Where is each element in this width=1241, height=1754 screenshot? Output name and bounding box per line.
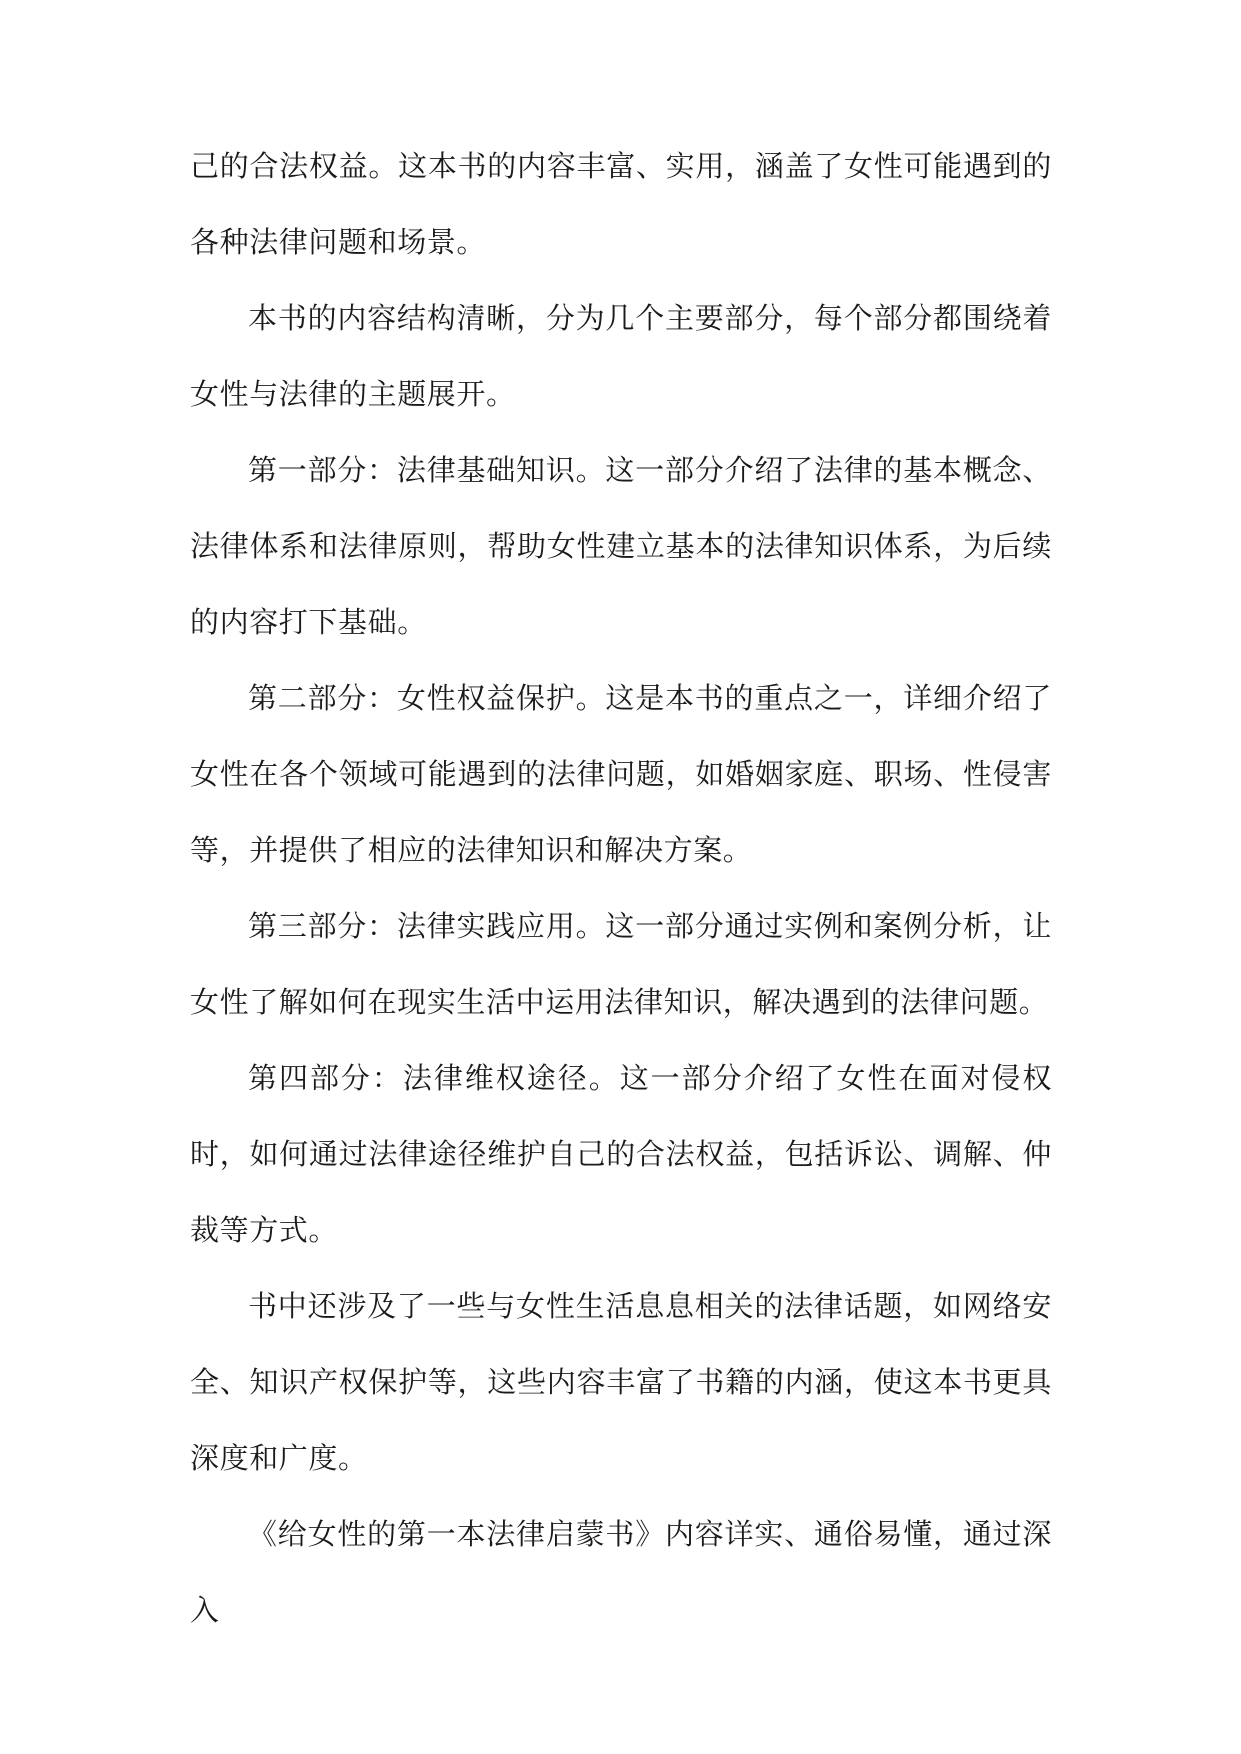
paragraph-structure-intro: 本书的内容结构清晰，分为几个主要部分，每个部分都围绕着女性与法律的主题展开。 bbox=[190, 301, 1052, 411]
paragraph-part-one: 第一部分：法律基础知识。这一部分介绍了法律的基本概念、法律体系和法律原则，帮助女性建立基本的法律知识体系，为后续的内容打下基础。 bbox=[190, 453, 1052, 639]
paragraph-part-three: 第三部分：法律实践应用。这一部分通过实例和案例分析，让女性了解如何在现实生活中运用法律知识，解决遇到的法律问题。 bbox=[190, 909, 1052, 1019]
paragraph-continuation: 己的合法权益。这本书的内容丰富、实用，涵盖了女性可能遇到的各种法律问题和场景。 bbox=[190, 149, 1052, 259]
paragraph-part-two: 第二部分：女性权益保护。这是本书的重点之一，详细介绍了女性在各个领域可能遇到的法律问题，如婚姻家庭、职场、性侵害等，并提供了相应的法律知识和解决方案。 bbox=[190, 681, 1052, 867]
paragraph-part-four: 第四部分：法律维权途径。这一部分介绍了女性在面对侵权时，如何通过法律途径维护自己的合法权益，包括诉讼、调解、仲裁等方式。 bbox=[190, 1061, 1052, 1247]
document-body bbox=[190, 128, 1052, 1648]
paragraph-summary: 《给女性的第一本法律启蒙书》内容详实、通俗易懂，通过深入 bbox=[190, 1517, 1052, 1627]
paragraph-other-topics: 书中还涉及了一些与女性生活息息相关的法律话题，如网络安全、知识产权保护等，这些内容丰富了书籍的内涵，使这本书更具深度和广度。 bbox=[190, 1289, 1052, 1475]
